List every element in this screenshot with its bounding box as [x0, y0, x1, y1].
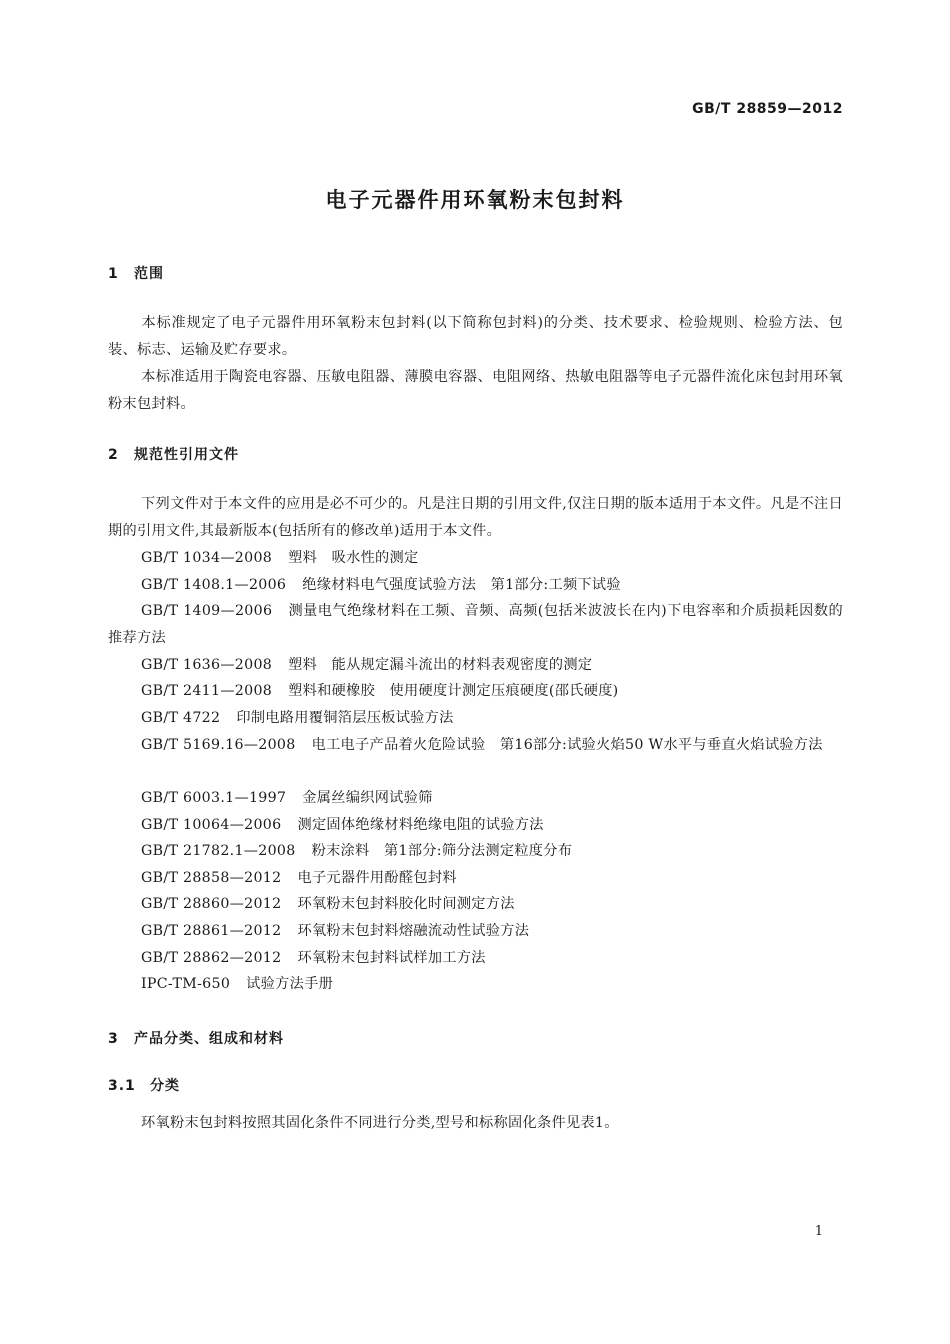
- reference-title: 测定固体绝缘材料绝缘电阻的试验方法: [297, 817, 544, 833]
- reference-item: [108, 652, 843, 679]
- reference-item: [108, 971, 843, 998]
- section-number: 1: [108, 266, 119, 282]
- section-title: 规范性引用文件: [134, 447, 239, 463]
- reference-item: [108, 785, 843, 812]
- reference-item: [108, 572, 843, 599]
- reference-title: 环氧粉末包封料胶化时间测定方法: [297, 896, 515, 912]
- reference-item: [108, 838, 843, 865]
- reference-code: GB/T 2411—2008: [141, 683, 273, 699]
- reference-title: 绝缘材料电气强度试验方法 第1部分:工频下试验: [302, 577, 621, 593]
- reference-code: GB/T 1034—2008: [141, 550, 273, 566]
- reference-title: 环氧粉末包封料熔融流动性试验方法: [297, 923, 530, 939]
- reference-item: [108, 891, 843, 918]
- paragraph-text: 本标准适用于陶瓷电容器、压敏电阻器、薄膜电容器、电阻网络、热敏电阻器等电子元器件流化床包封用环氧粉末包封料。: [108, 369, 843, 412]
- section1-paragraph-2: [108, 364, 843, 418]
- reference-code: GB/T 21782.1—2008: [141, 843, 296, 859]
- reference-item: [108, 678, 843, 705]
- reference-code: GB/T 28861—2012: [141, 923, 282, 939]
- section-heading-1: [108, 263, 164, 283]
- reference-item: [108, 732, 843, 759]
- reference-title: 塑料和硬橡胶 使用硬度计测定压痕硬度(邵氏硬度): [288, 683, 619, 699]
- reference-title: 电工电子产品着火危险试验 第16部分:试验火焰50 W水平与垂直火焰试验方法: [311, 737, 823, 753]
- section1-paragraph-1: [108, 310, 843, 364]
- reference-title: 粉末涂料 第1部分:筛分法测定粒度分布: [311, 843, 573, 859]
- reference-title: 试验方法手册: [246, 976, 334, 992]
- reference-code: GB/T 10064—2006: [141, 817, 282, 833]
- reference-code: GB/T 5169.16—2008: [141, 737, 296, 753]
- section-number: 3: [108, 1031, 119, 1047]
- page-number: 1: [814, 1224, 823, 1239]
- reference-code: GB/T 1408.1—2006: [141, 577, 287, 593]
- document-title: 电子元器件用环氧粉末包封料: [325, 188, 625, 212]
- section-title: 范围: [134, 266, 164, 282]
- section-number: 2: [108, 447, 119, 463]
- reference-item: [108, 918, 843, 945]
- reference-code: IPC-TM-650: [141, 976, 231, 992]
- section-heading-2: [108, 444, 239, 464]
- reference-code: GB/T 28860—2012: [141, 896, 282, 912]
- reference-item: [108, 598, 843, 652]
- reference-item: [108, 812, 843, 839]
- section2-intro: [108, 491, 843, 545]
- reference-item: [108, 945, 843, 972]
- paragraph-text: 下列文件对于本文件的应用是必不可少的。凡是注日期的引用文件,仅注日期的版本适用于本文件。凡是不注日期的引用文件,其最新版本(包括所有的修改单)适用于本文件。: [108, 496, 843, 539]
- paragraph-text: 环氧粉末包封料按照其固化条件不同进行分类,型号和标称固化条件见表1。: [141, 1115, 619, 1131]
- reference-title: 金属丝编织网试验筛: [302, 790, 433, 806]
- subsection-number: 3.1: [108, 1078, 136, 1094]
- reference-item: [108, 545, 843, 572]
- reference-code: GB/T 6003.1—1997: [141, 790, 287, 806]
- reference-title: 测量电气绝缘材料在工频、音频、高频(包括米波波长在内)下电容率和介质损耗因数的推荐方法: [108, 603, 843, 646]
- reference-title: 环氧粉末包封料试样加工方法: [297, 950, 486, 966]
- reference-item: [108, 865, 843, 892]
- reference-title: 印制电路用覆铜箔层压板试验方法: [236, 710, 454, 726]
- reference-title: 塑料 能从规定漏斗流出的材料表观密度的测定: [288, 657, 593, 673]
- reference-code: GB/T 1409—2006: [141, 603, 273, 619]
- section-heading-3: [108, 1028, 284, 1048]
- subsection-heading-3-1: [108, 1075, 180, 1095]
- reference-title: 电子元器件用酚醛包封料: [297, 870, 457, 886]
- reference-code: GB/T 4722: [141, 710, 221, 726]
- reference-code: GB/T 1636—2008: [141, 657, 273, 673]
- subsection-title: 分类: [150, 1078, 180, 1094]
- reference-code: GB/T 28862—2012: [141, 950, 282, 966]
- reference-code: GB/T 28858—2012: [141, 870, 282, 886]
- section-title: 产品分类、组成和材料: [134, 1031, 284, 1047]
- section3-1-paragraph: [108, 1110, 843, 1137]
- reference-title: 塑料 吸水性的测定: [288, 550, 419, 566]
- reference-item: [108, 705, 843, 732]
- paragraph-text: 本标准规定了电子元器件用环氧粉末包封料(以下简称包封料)的分类、技术要求、检验规则、检验方法、包装、标志、运输及贮存要求。: [108, 315, 843, 358]
- standard-number: GB/T 28859—2012: [692, 101, 843, 117]
